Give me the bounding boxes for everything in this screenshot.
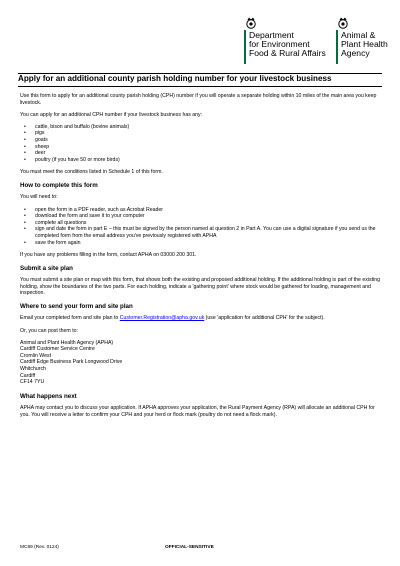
defra-line: Department bbox=[249, 30, 294, 40]
address-line: Cromlin West bbox=[20, 352, 52, 359]
post-lead: Or, you can post them to: bbox=[20, 327, 78, 334]
royal-crest-icon bbox=[336, 16, 350, 30]
list-item: • open the form in a PDF reader, such as Acrobat Reader bbox=[32, 207, 380, 214]
defra-logo bbox=[244, 16, 336, 58]
apha-line: Plant Health bbox=[341, 39, 388, 49]
list-item: • sheep bbox=[32, 144, 380, 151]
site-plan-paragraph: You must submit a site plan or map with this form, that shows both the existing and proposed additional holding. If the additional holding is part of the existing holding, show the boundaries of the two parts. For each holding, indicate a 'gathering point' where stock would be gathered for loading, management and inspection. bbox=[20, 277, 380, 297]
form-guidance bbox=[20, 93, 380, 424]
address-line: Animal and Plant Health Agency (APHA) bbox=[20, 339, 114, 346]
how-to-lead: You will need to: bbox=[20, 194, 58, 201]
form-code: MC89 (Rev. 0124) bbox=[20, 545, 59, 550]
defra-line: Food & Rural Affairs bbox=[249, 48, 326, 58]
list-item: • cattle, bison and buffalo (bovine animals) bbox=[32, 124, 380, 131]
list-item: • pigs bbox=[32, 130, 380, 137]
address-line: Cardiff bbox=[20, 372, 36, 379]
address-line: Cardiff Edge Business Park Longwood Drive bbox=[20, 359, 123, 366]
problems-paragraph: If you have any problems filling in the form, contact APHA on 03000 200 301. bbox=[20, 252, 197, 259]
section-heading: Where to send your form and site plan bbox=[20, 302, 133, 310]
list-item: • complete all questions bbox=[32, 220, 380, 227]
section-heading: What happens next bbox=[20, 392, 77, 400]
royal-crest-icon bbox=[244, 16, 258, 30]
email-paragraph: Email your completed form and site plan to Customer.Registration@apha.gov.uk (use 'application for additional CPH' for the subject). bbox=[20, 315, 325, 322]
intro-paragraph: Use this form to apply for an additional county parish holding (CPH) number if you will operate a separate holding within 10 miles of the main area you keep livestock. bbox=[20, 93, 377, 106]
address-line: CF14 7YU bbox=[20, 379, 45, 386]
address-line: Cardiff Customer Service Centre bbox=[20, 346, 95, 353]
intro-paragraph: You can apply for an additional CPH number if your livestock business has any: bbox=[20, 111, 203, 118]
list-item: • poultry (if you have 50 or more birds) bbox=[32, 157, 380, 164]
list-item: • deer bbox=[32, 150, 380, 157]
apha-line: Animal & bbox=[341, 30, 376, 40]
defra-line: for Environment bbox=[249, 39, 310, 49]
postal-address bbox=[20, 340, 380, 386]
list-item: • download the form and save it to your computer bbox=[32, 213, 380, 220]
apha-logo bbox=[336, 16, 400, 58]
list-item: • sign and date the form in part E – this must be signed by the person named at question 2 in Part A. You can use a digital signature if you send us the completed form from the email address you've previously registered with APHA bbox=[32, 226, 380, 239]
list-item: • goats bbox=[32, 137, 380, 144]
livestock-list bbox=[20, 124, 380, 164]
page-title: Apply for an additional county parish holding number for your livestock business bbox=[18, 74, 332, 83]
conditions-paragraph: You must meet the conditions listed in Schedule 1 of this form. bbox=[20, 169, 163, 176]
list-item: • save the form again bbox=[32, 240, 380, 247]
email-link[interactable]: Customer.Registration@apha.gov.uk bbox=[119, 315, 205, 322]
address-line: Whitchurch bbox=[20, 366, 46, 373]
steps-list bbox=[20, 207, 380, 247]
classification-label: OFFICIAL-SENSITIVE bbox=[165, 545, 214, 550]
section-heading: How to complete this form bbox=[20, 181, 98, 189]
what-next-paragraph: APHA may contact you to discuss your application. If APHA approves your application, the Rural Payment Agency (RPA) will allocate an additional CPH for you. You will receive a letter to confirm your CPH and your herd or flock mark (poultry do not need a flock mark). bbox=[20, 405, 375, 418]
title-bottom-rule bbox=[18, 86, 382, 87]
apha-line: Agency bbox=[341, 48, 370, 58]
section-heading: Submit a site plan bbox=[20, 264, 73, 272]
